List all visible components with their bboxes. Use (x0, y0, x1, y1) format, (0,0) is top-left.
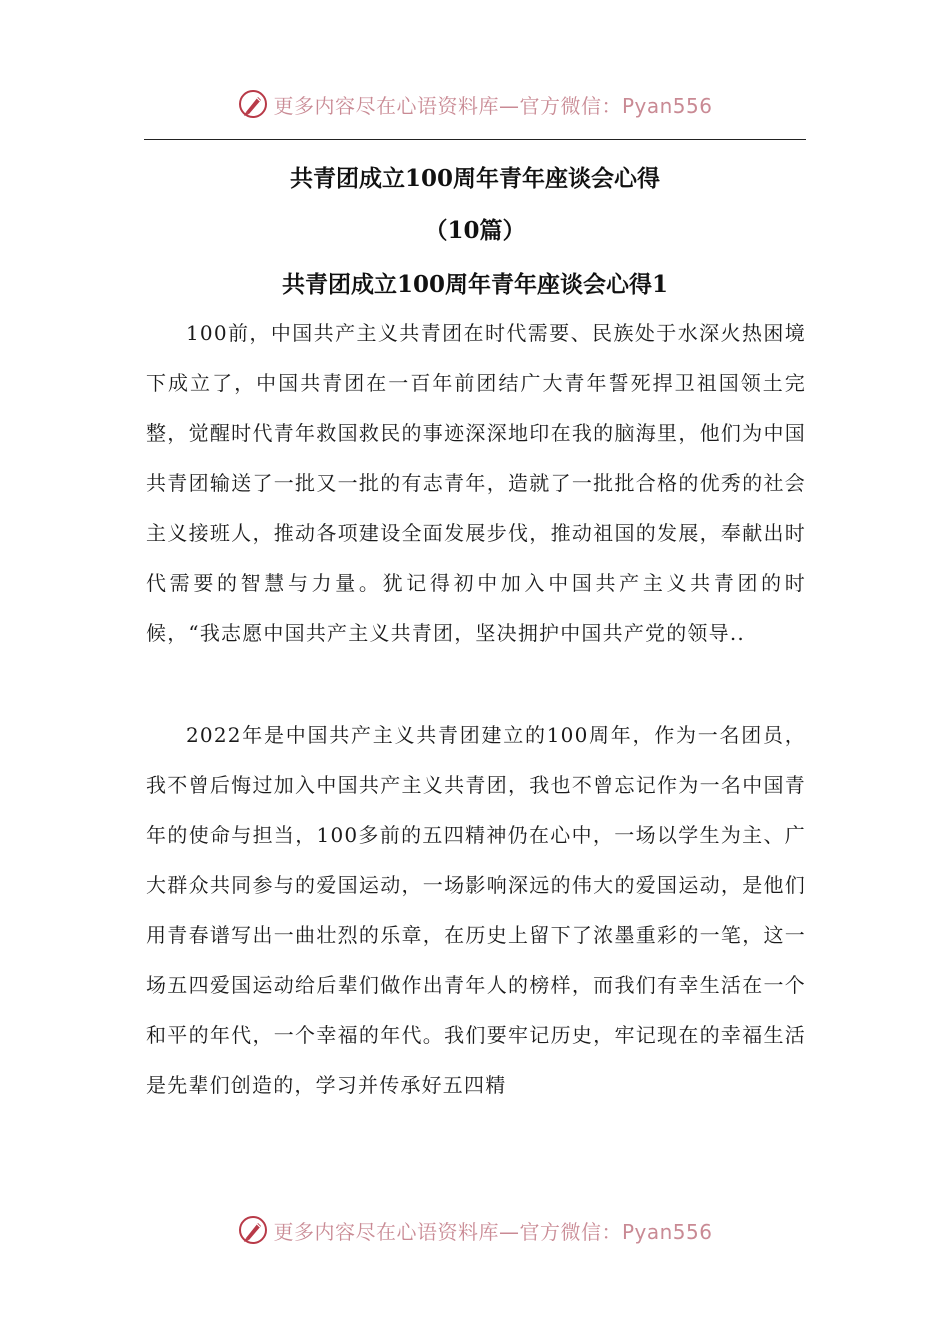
section-title: 共青团成立100周年青年座谈会心得1 (281, 271, 668, 298)
body-paragraph-2: 2022年是中国共产主义共青团建立的100周年，作为一名团员，我不曾后悔过加入中国共产主义共青团，我也不曾忘记作为一名中国青年的使命与担当，100多前的五四精神仍在心中，一场以学生为主、广大群众共同参与的爱国运动，一场影响深远的伟大的爱国运动，是他们用青春谱写出一曲壮烈的乐章，在历史上留下了浓墨重彩的一笔，这一场五四爱国运动给后辈们做作出青年人的榜样，而我们有幸生活在一个和平的年代，一个幸福的年代。我们要牢记历史，牢记现在的幸福生活是先辈们创造的，学习并传承好五四精 (146, 723, 806, 1097)
header-divider (144, 139, 806, 140)
footer-banner (0, 1210, 950, 1250)
pen-logo-icon (237, 88, 269, 120)
footer-banner-text: 更多内容尽在心语资料库—官方微信：Pyan556 (273, 1219, 713, 1244)
document-subtitle: （10篇） (424, 217, 526, 244)
document-title: 共青团成立100周年青年座谈会心得 (289, 165, 660, 192)
body-paragraph-1: 100前，中国共产主义共青团在时代需要、民族处于水深火热困境下成立了，中国共青团在一百年前团结广大青年誓死捍卫祖国领土完整，觉醒时代青年救国救民的事迹深深地印在我的脑海里，他们为中国共青团输送了一批又一批的有志青年，造就了一批批合格的优秀的社会主义接班人，推动各项建设全面发展步伐，推动祖国的发展，奉献出时代需要的智慧与力量。犹记得初中加入中国共产主义共青团的时候，“我志愿中国共产主义共青团，坚决拥护中国共产党的领导.. (146, 321, 806, 645)
header-banner (0, 84, 950, 124)
pen-logo-icon (237, 1214, 269, 1246)
header-banner-text: 更多内容尽在心语资料库—官方微信：Pyan556 (273, 93, 713, 118)
